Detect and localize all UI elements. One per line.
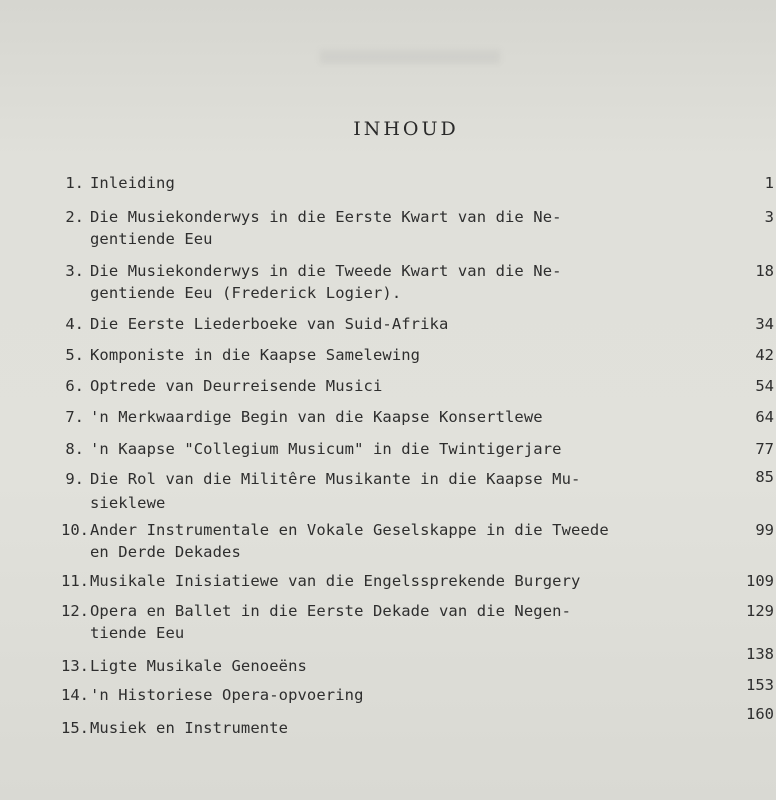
entry-page: 109 [746, 572, 774, 590]
entry-number: 4. [65, 315, 84, 333]
entry-title-continued: en Derde Dekades [90, 543, 241, 561]
entry-page: 138 [746, 645, 774, 663]
entry-title-continued: gentiende Eeu [90, 230, 213, 248]
entry-number: 3. [65, 262, 84, 280]
entry-number: 15. [61, 719, 89, 737]
entry-page: 64 [755, 408, 774, 426]
entry-page: 42 [755, 346, 774, 364]
entry-title: Ligte Musikale Genoeëns [90, 657, 307, 675]
entry-number: 8. [65, 440, 84, 458]
entry-number: 1. [65, 174, 84, 192]
entry-title-continued: gentiende Eeu (Frederick Logier). [90, 284, 402, 302]
entry-number: 13. [61, 657, 89, 675]
entry-page: 160 [746, 705, 774, 723]
entry-page: 77 [755, 440, 774, 458]
entry-page: 85 [755, 468, 774, 486]
entry-title: Die Rol van die Militêre Musikante in die Kaapse Mu- [90, 470, 581, 488]
entry-number: 11. [61, 572, 89, 590]
entry-page: 1 [764, 174, 774, 192]
entry-page: 34 [755, 315, 774, 333]
entry-number: 6. [65, 377, 84, 395]
entry-title: 'n Merkwaardige Begin van die Kaapse Konsertlewe [90, 408, 543, 426]
entry-title: Die Musiekonderwys in die Eerste Kwart van die Ne- [90, 208, 562, 226]
entry-title-continued: tiende Eeu [90, 624, 185, 642]
entry-page: 153 [746, 676, 774, 694]
entry-number: 7. [65, 408, 84, 426]
entry-page: 18 [755, 262, 774, 280]
entry-title: Komponiste in die Kaapse Samelewing [90, 346, 421, 364]
entry-number: 12. [61, 602, 89, 620]
entry-title: Die Eerste Liederboeke van Suid-Afrika [90, 315, 449, 333]
entry-page: 99 [755, 521, 774, 539]
entry-number: 14. [61, 686, 89, 704]
entry-title: Die Musiekonderwys in die Tweede Kwart van die Ne- [90, 262, 562, 280]
entry-number: 9. [65, 470, 84, 488]
entry-title: Opera en Ballet in die Eerste Dekade van die Negen- [90, 602, 572, 620]
entry-title: Musiek en Instrumente [90, 719, 289, 737]
entry-title: 'n Historiese Opera-opvoering [90, 686, 364, 704]
entry-title: 'n Kaapse "Collegium Musicum" in die Twintigerjare [90, 440, 562, 458]
entry-title: Optrede van Deurreisende Musici [90, 377, 383, 395]
entry-title: Ander Instrumentale en Vokale Geselskappe in die Tweede [90, 521, 609, 539]
entry-number: 5. [65, 346, 84, 364]
entry-number: 2. [65, 208, 84, 226]
page-title: INHOUD [353, 118, 459, 140]
entry-number: 10. [61, 521, 89, 539]
entry-page: 54 [755, 377, 774, 395]
entry-title: Inleiding [90, 174, 175, 192]
entry-page: 129 [746, 602, 774, 620]
entry-page: 3 [764, 208, 774, 226]
entry-title-continued: sieklewe [90, 494, 166, 512]
entry-title: Musikale Inisiatiewe van die Engelssprekende Burgery [90, 572, 581, 590]
